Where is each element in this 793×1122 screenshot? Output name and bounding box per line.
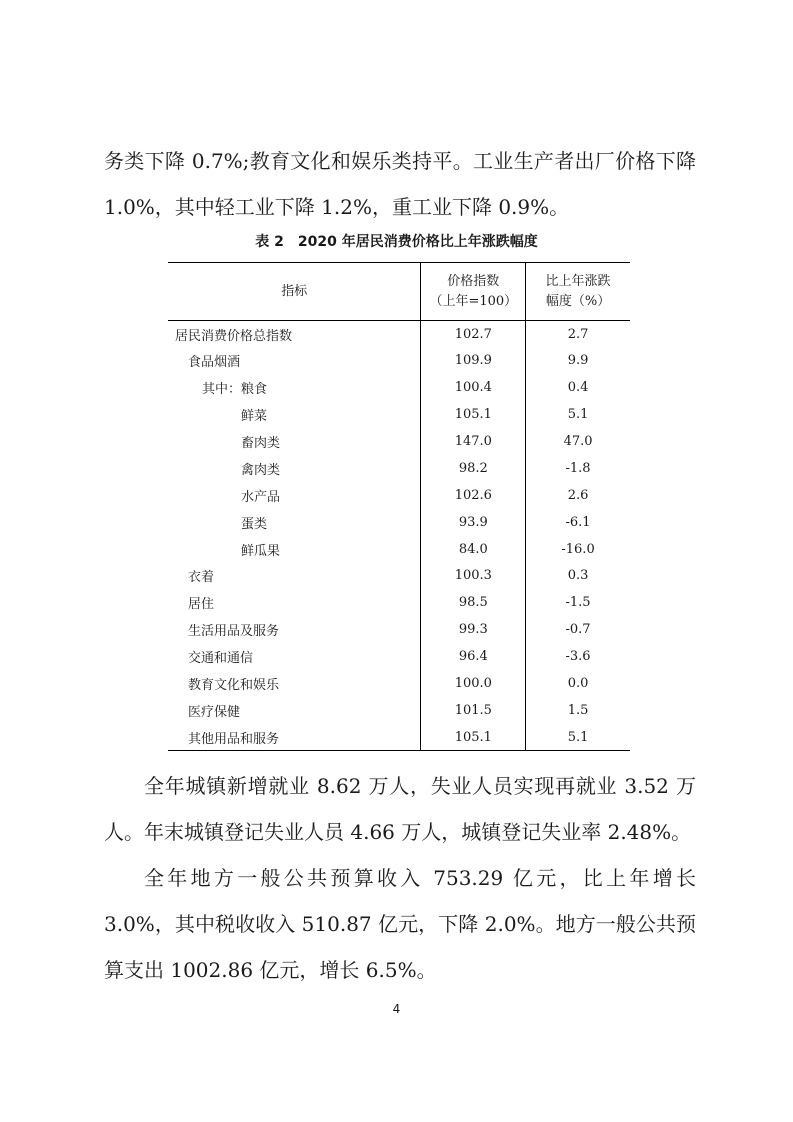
row-label: 衣着 bbox=[188, 570, 215, 586]
row-change: 5.1 bbox=[526, 724, 630, 751]
row-change: -1.5 bbox=[526, 589, 630, 616]
body-paragraph-3: 全年地方一般公共预算收入 753.29 亿元，比上年增长 3.0%，其中税收收入 510.87 亿元，下降 2.0%。地方一般公共预算支出 1002.86 亿元，增长 6.5%。 bbox=[104, 866, 696, 982]
table-body bbox=[168, 321, 630, 751]
table-header bbox=[168, 263, 630, 321]
body-paragraph-2: 全年城镇新增就业 8.62 万人，失业人员实现再就业 3.52 万人。年末城镇登记失业人员 4.66 万人，城镇登记失业率 2.48%。 bbox=[104, 774, 696, 844]
row-index: 98.5 bbox=[421, 589, 526, 616]
row-change: -0.7 bbox=[526, 616, 630, 643]
table-row bbox=[168, 697, 630, 724]
table-header-row bbox=[168, 263, 630, 321]
row-index: 84.0 bbox=[421, 536, 526, 563]
row-change: -6.1 bbox=[526, 509, 630, 536]
row-label: 蛋类 bbox=[241, 516, 268, 532]
table-row bbox=[168, 455, 630, 482]
header-change bbox=[526, 263, 630, 321]
row-change: 1.5 bbox=[526, 697, 630, 724]
row-label: 其中：粮食 bbox=[202, 382, 268, 398]
table-row bbox=[168, 509, 630, 536]
row-index: 96.4 bbox=[421, 643, 526, 670]
table-row bbox=[168, 563, 630, 590]
table-row bbox=[168, 401, 630, 428]
table-row bbox=[168, 643, 630, 670]
row-label: 鲜菜 bbox=[241, 409, 268, 425]
table-row bbox=[168, 724, 630, 751]
table-row bbox=[168, 536, 630, 563]
row-change: -1.8 bbox=[526, 455, 630, 482]
row-index: 100.3 bbox=[421, 563, 526, 590]
row-change: 47.0 bbox=[526, 428, 630, 455]
row-index: 147.0 bbox=[421, 428, 526, 455]
table-row bbox=[168, 616, 630, 643]
table-caption: 表 2 2020 年居民消费价格比上年涨跌幅度 bbox=[255, 234, 538, 250]
row-index: 100.0 bbox=[421, 670, 526, 697]
row-change: -16.0 bbox=[526, 536, 630, 563]
row-label: 食品烟酒 bbox=[188, 355, 241, 371]
table-row bbox=[168, 670, 630, 697]
row-change: 2.6 bbox=[526, 482, 630, 509]
row-change: 0.4 bbox=[526, 374, 630, 401]
row-index: 102.7 bbox=[421, 321, 526, 348]
row-index: 99.3 bbox=[421, 616, 526, 643]
header-price-index-line2: （上年=100） bbox=[429, 293, 518, 309]
row-label: 居住 bbox=[188, 597, 215, 613]
header-indicator: 指标 bbox=[281, 283, 308, 299]
header-price-index-line1: 价格指数 bbox=[447, 273, 500, 289]
row-index: 98.2 bbox=[421, 455, 526, 482]
table-row bbox=[168, 482, 630, 509]
row-index: 101.5 bbox=[421, 697, 526, 724]
row-change: -3.6 bbox=[526, 643, 630, 670]
row-index: 93.9 bbox=[421, 509, 526, 536]
row-index: 100.4 bbox=[421, 374, 526, 401]
row-index: 109.9 bbox=[421, 347, 526, 374]
table-row bbox=[168, 374, 630, 401]
row-label: 生活用品及服务 bbox=[188, 624, 280, 640]
row-change: 0.3 bbox=[526, 563, 630, 590]
row-label: 其他用品和服务 bbox=[188, 731, 280, 747]
row-label: 交通和通信 bbox=[188, 651, 254, 667]
header-change-line2: 幅度（%） bbox=[545, 293, 611, 309]
row-change: 0.0 bbox=[526, 670, 630, 697]
row-label: 禽肉类 bbox=[241, 462, 281, 478]
table-row bbox=[168, 347, 630, 374]
row-label: 居民消费价格总指数 bbox=[175, 328, 293, 344]
row-change: 9.9 bbox=[526, 347, 630, 374]
row-label: 水产品 bbox=[241, 489, 281, 505]
page-number: 4 bbox=[392, 1002, 401, 1016]
row-label: 鲜瓜果 bbox=[241, 543, 281, 559]
row-index: 102.6 bbox=[421, 482, 526, 509]
row-label: 医疗保健 bbox=[188, 704, 241, 720]
row-change: 5.1 bbox=[526, 401, 630, 428]
header-price-index bbox=[421, 263, 526, 321]
row-change: 2.7 bbox=[526, 321, 630, 348]
table-row bbox=[168, 589, 630, 616]
row-index: 105.1 bbox=[421, 401, 526, 428]
header-change-line1: 比上年涨跌 bbox=[545, 273, 611, 289]
table-row bbox=[168, 321, 630, 348]
row-index: 105.1 bbox=[421, 724, 526, 751]
cpi-table bbox=[168, 262, 630, 751]
table-row bbox=[168, 428, 630, 455]
body-paragraph-1: 务类下降 0.7%;教育文化和娱乐类持平。工业生产者出厂价格下降 1.0%，其中轻工业下降 1.2%，重工业下降 0.9%。 bbox=[104, 149, 696, 219]
row-label: 教育文化和娱乐 bbox=[188, 678, 280, 694]
row-label: 畜肉类 bbox=[241, 436, 281, 451]
